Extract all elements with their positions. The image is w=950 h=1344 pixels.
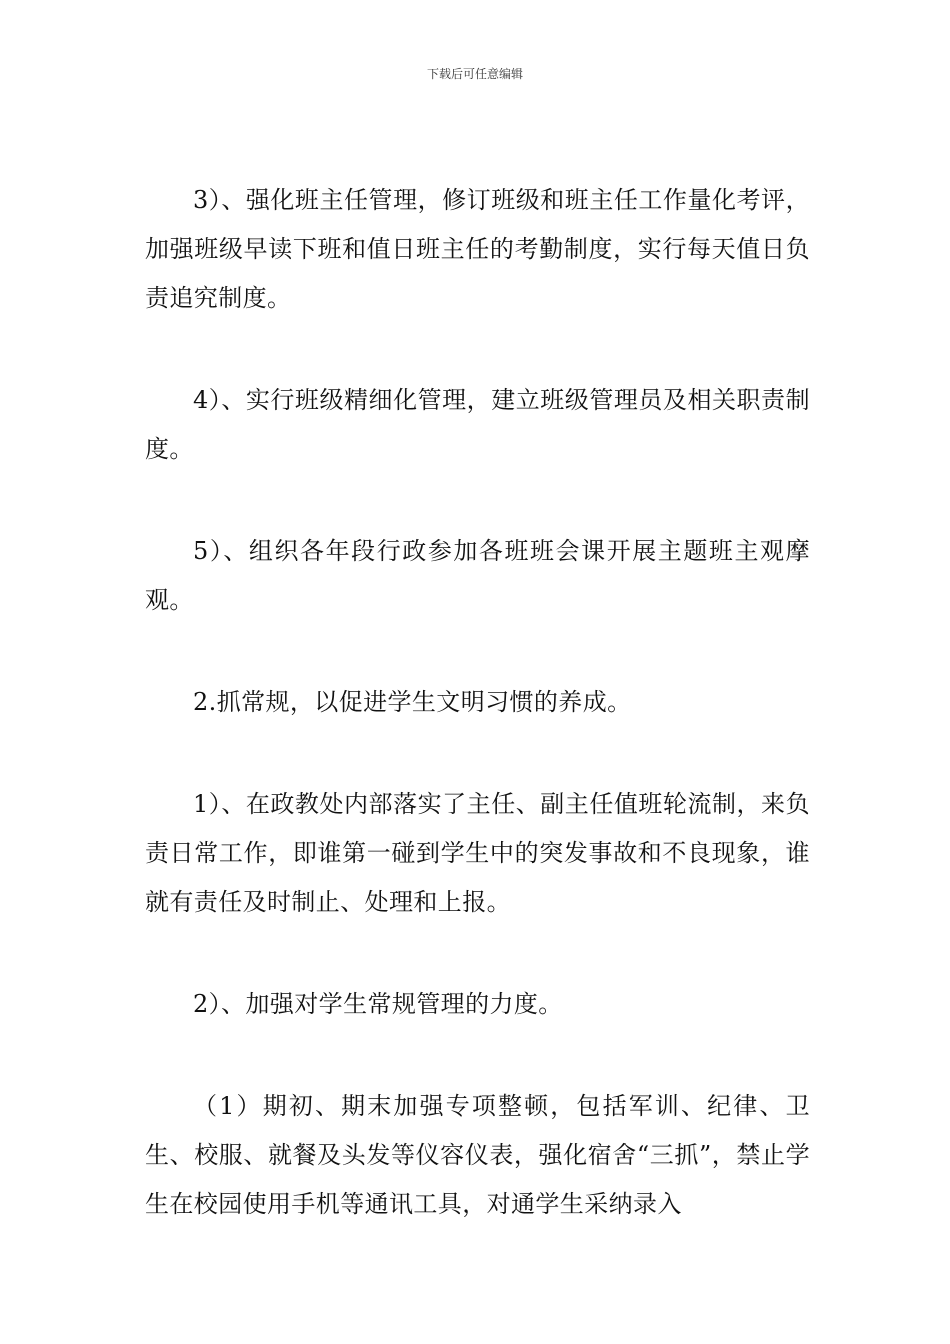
paragraph-1-duty-rotation: 1）、在政教处内部落实了主任、副主任值班轮流制，来负责日常工作，即谁第一碰到学生中的突发事故和不良现象，谁就有责任及时制止、处理和上报。 <box>145 790 810 916</box>
paragraph-1-special-rectification: （1）期初、期末加强专项整顿，包括军训、纪律、卫生、校服、就餐及头发等仪容仪表，强化宿舍“三抓”，禁止学生在校园使用手机等通讯工具，对通学生采纳录入 <box>145 1092 810 1218</box>
page-header: 下载后可任意编辑 <box>426 67 523 81</box>
paragraph-5-theme-class-meeting: 5）、组织各年段行政参加各班班会课开展主题班主观摩观。 <box>145 537 810 614</box>
paragraph-section-2-routine: 2.抓常规，以促进学生文明习惯的养成。 <box>193 688 632 716</box>
paragraph-2-routine-management: 2）、加强对学生常规管理的力度。 <box>193 990 563 1018</box>
paragraph-4-refined-class-management: 4）、实行班级精细化管理，建立班级管理员及相关职责制度。 <box>145 386 810 463</box>
paragraph-3-class-teacher-management: 3）、强化班主任管理，修订班级和班主任工作量化考评，加强班级早读下班和值日班主任的考勤制度，实行每天值日负责追究制度。 <box>145 186 810 312</box>
document-body <box>145 176 810 1229</box>
